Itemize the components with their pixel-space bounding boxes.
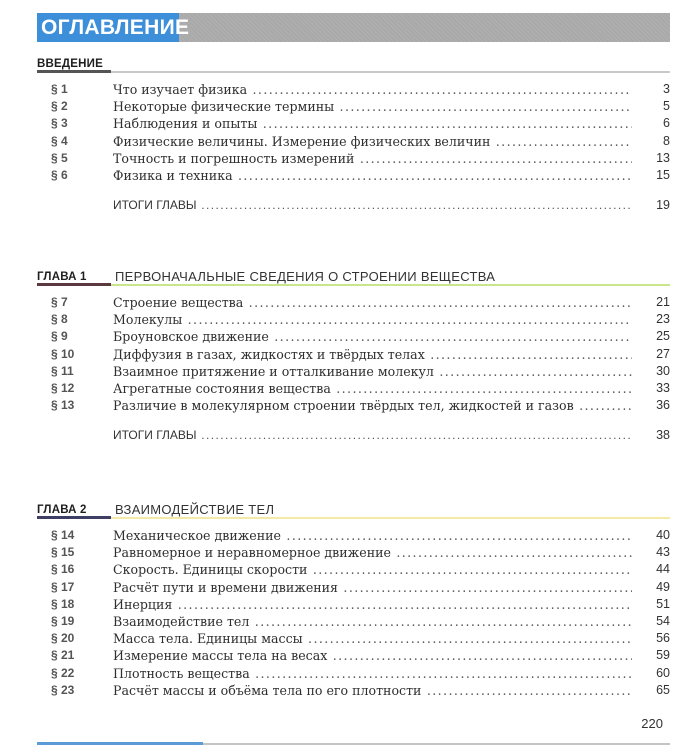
chapter-summary-row[interactable] (37, 427, 670, 444)
section-chapter-1 (37, 268, 670, 445)
toc-row[interactable] (37, 596, 670, 613)
page-number: 15 (656, 167, 670, 182)
section-number: § 15 (51, 545, 75, 560)
page-number: 6 (663, 116, 670, 131)
entry-title[interactable]: Масса тела. Единицы массы ..... (113, 630, 632, 647)
section-number: § 17 (51, 579, 75, 594)
entry-title[interactable]: Плотность вещества ..... (113, 665, 632, 682)
chapter-title: ПЕРВОНАЧАЛЬНЫЕ СВЕДЕНИЯ О СТРОЕНИИ ВЕЩЕСТВА (115, 269, 496, 284)
page-number: 54 (656, 613, 670, 628)
page-number: 56 (656, 631, 670, 646)
page-number: 8 (663, 133, 670, 148)
section-number: § 14 (51, 528, 75, 542)
page-number: 60 (656, 665, 670, 680)
page-number: 13 (656, 150, 670, 165)
section-number: § 10 (51, 346, 75, 361)
section-number: § 20 (51, 631, 75, 646)
section-number: § 7 (51, 295, 68, 309)
section-number: § 1 (51, 82, 68, 96)
toc-row[interactable] (37, 613, 670, 630)
section-number: § 23 (51, 682, 75, 697)
section-number: § 16 (51, 562, 75, 577)
summary-title[interactable]: ИТОГИ ГЛАВЫ ..... (113, 197, 632, 214)
section-chapter-2 (37, 501, 670, 699)
section-number: § 5 (51, 150, 68, 165)
section-label: ГЛАВА 1 (37, 271, 87, 283)
page-number: 30 (656, 363, 670, 378)
entry-title[interactable]: Агрегатные состояния вещества ..... (113, 380, 632, 397)
section-number: § 6 (51, 167, 68, 182)
chapter-title: ВЗАИМОДЕЙСТВИЕ ТЕЛ (115, 502, 275, 517)
section-header (37, 501, 670, 519)
toc-row[interactable] (37, 363, 670, 380)
toc-title-bar (37, 13, 670, 42)
page-number: 3 (663, 82, 670, 96)
section-number: § 8 (51, 312, 68, 327)
toc-title: ОГЛАВЛЕНИЕ (37, 13, 179, 42)
entry-title[interactable]: Инерция ..... (113, 596, 632, 613)
section-label: ВВЕДЕНИЕ (37, 58, 103, 70)
section-number: § 9 (51, 329, 68, 344)
page-number: 33 (656, 380, 670, 395)
toc-row[interactable] (37, 167, 670, 184)
toc-row[interactable] (37, 397, 670, 414)
toc-row[interactable] (37, 98, 670, 115)
page-number: 65 (656, 682, 670, 697)
summary-title[interactable]: ИТОГИ ГЛАВЫ ..... (113, 427, 632, 444)
section-label: ГЛАВА 2 (37, 504, 87, 516)
entry-title[interactable]: Что изучает физика ..... (113, 81, 632, 98)
entry-title[interactable]: Молекулы ..... (113, 311, 632, 328)
page-number: 25 (656, 329, 670, 344)
section-header (37, 268, 670, 286)
page-number: 38 (656, 428, 670, 443)
entry-title[interactable]: Взаимное притяжение и отталкивание молекул ..... (113, 363, 632, 380)
entry-title[interactable]: Физические величины. Измерение физических величин ..... (113, 133, 632, 150)
toc-row[interactable] (37, 561, 670, 578)
page-number: 43 (656, 545, 670, 560)
footer-page-number: 220 (641, 716, 663, 731)
page-number: 44 (656, 562, 670, 577)
toc-row[interactable] (37, 346, 670, 363)
page-number: 49 (656, 579, 670, 594)
section-number: § 22 (51, 665, 75, 680)
toc-row[interactable] (37, 115, 670, 132)
page-number: 59 (656, 648, 670, 663)
section-introduction (37, 55, 670, 214)
section-rule (37, 516, 670, 519)
toc-row[interactable] (37, 311, 670, 328)
toc-row[interactable] (37, 647, 670, 664)
section-number: § 18 (51, 596, 75, 611)
section-number: § 12 (51, 380, 75, 395)
entry-title[interactable]: Взаимодействие тел ..... (113, 613, 632, 630)
entry-title[interactable]: Некоторые физические термины ..... (113, 98, 632, 115)
toc-row[interactable] (37, 328, 670, 345)
entry-title[interactable]: Броуновское движение ..... (113, 328, 632, 345)
entry-title[interactable]: Строение вещества ..... (113, 294, 632, 311)
toc-row[interactable] (37, 544, 670, 561)
section-rule (37, 283, 670, 286)
section-number: § 2 (51, 99, 68, 114)
section-number: § 11 (51, 363, 74, 378)
section-header (37, 55, 670, 73)
section-rule (37, 70, 670, 73)
entry-title[interactable]: Механическое движение ..... (113, 527, 632, 544)
entry-title[interactable]: Физика и техника ..... (113, 167, 632, 184)
page-number: 27 (656, 346, 670, 361)
toc-row[interactable] (37, 682, 670, 699)
chapter-summary-row[interactable] (37, 197, 670, 214)
toc-row[interactable] (37, 579, 670, 596)
entry-title[interactable]: Расчёт пути и времени движения ..... (113, 579, 632, 596)
entry-title[interactable]: Расчёт массы и объёма тела по его плотности ..... (113, 682, 632, 699)
toc-row[interactable] (37, 665, 670, 682)
section-number: § 4 (51, 133, 68, 148)
entry-title[interactable]: Равномерное и неравномерное движение ..... (113, 544, 632, 561)
page-number: 51 (656, 596, 670, 611)
footer-rule (37, 742, 670, 745)
page-number: 40 (656, 528, 670, 542)
section-number: § 13 (51, 398, 75, 413)
toc-row[interactable] (37, 380, 670, 397)
section-number: § 21 (51, 648, 75, 663)
section-number: § 3 (51, 116, 68, 131)
page-number: 23 (656, 312, 670, 327)
page-number: 36 (656, 398, 670, 413)
page-number: 19 (656, 198, 670, 213)
toc-row[interactable] (37, 133, 670, 150)
entry-title[interactable]: Точность и погрешность измерений ..... (113, 150, 632, 167)
entry-title[interactable]: Диффузия в газах, жидкостях и твёрдых телах ..... (113, 346, 632, 363)
page-number: 21 (656, 295, 670, 309)
entry-title[interactable]: Измерение массы тела на весах ..... (113, 647, 632, 664)
toc-row[interactable] (37, 150, 670, 167)
entry-title[interactable]: Скорость. Единицы скорости ..... (113, 561, 632, 578)
toc-row[interactable] (37, 630, 670, 647)
entry-title[interactable]: Наблюдения и опыты ..... (113, 115, 632, 132)
toc-row[interactable] (37, 81, 670, 98)
toc-row[interactable] (37, 527, 670, 544)
page-number: 5 (663, 99, 670, 114)
toc-row[interactable] (37, 294, 670, 311)
entry-title[interactable]: Различие в молекулярном строении твёрдых тел, жидкостей и газов ..... (113, 397, 632, 414)
section-number: § 19 (51, 613, 75, 628)
